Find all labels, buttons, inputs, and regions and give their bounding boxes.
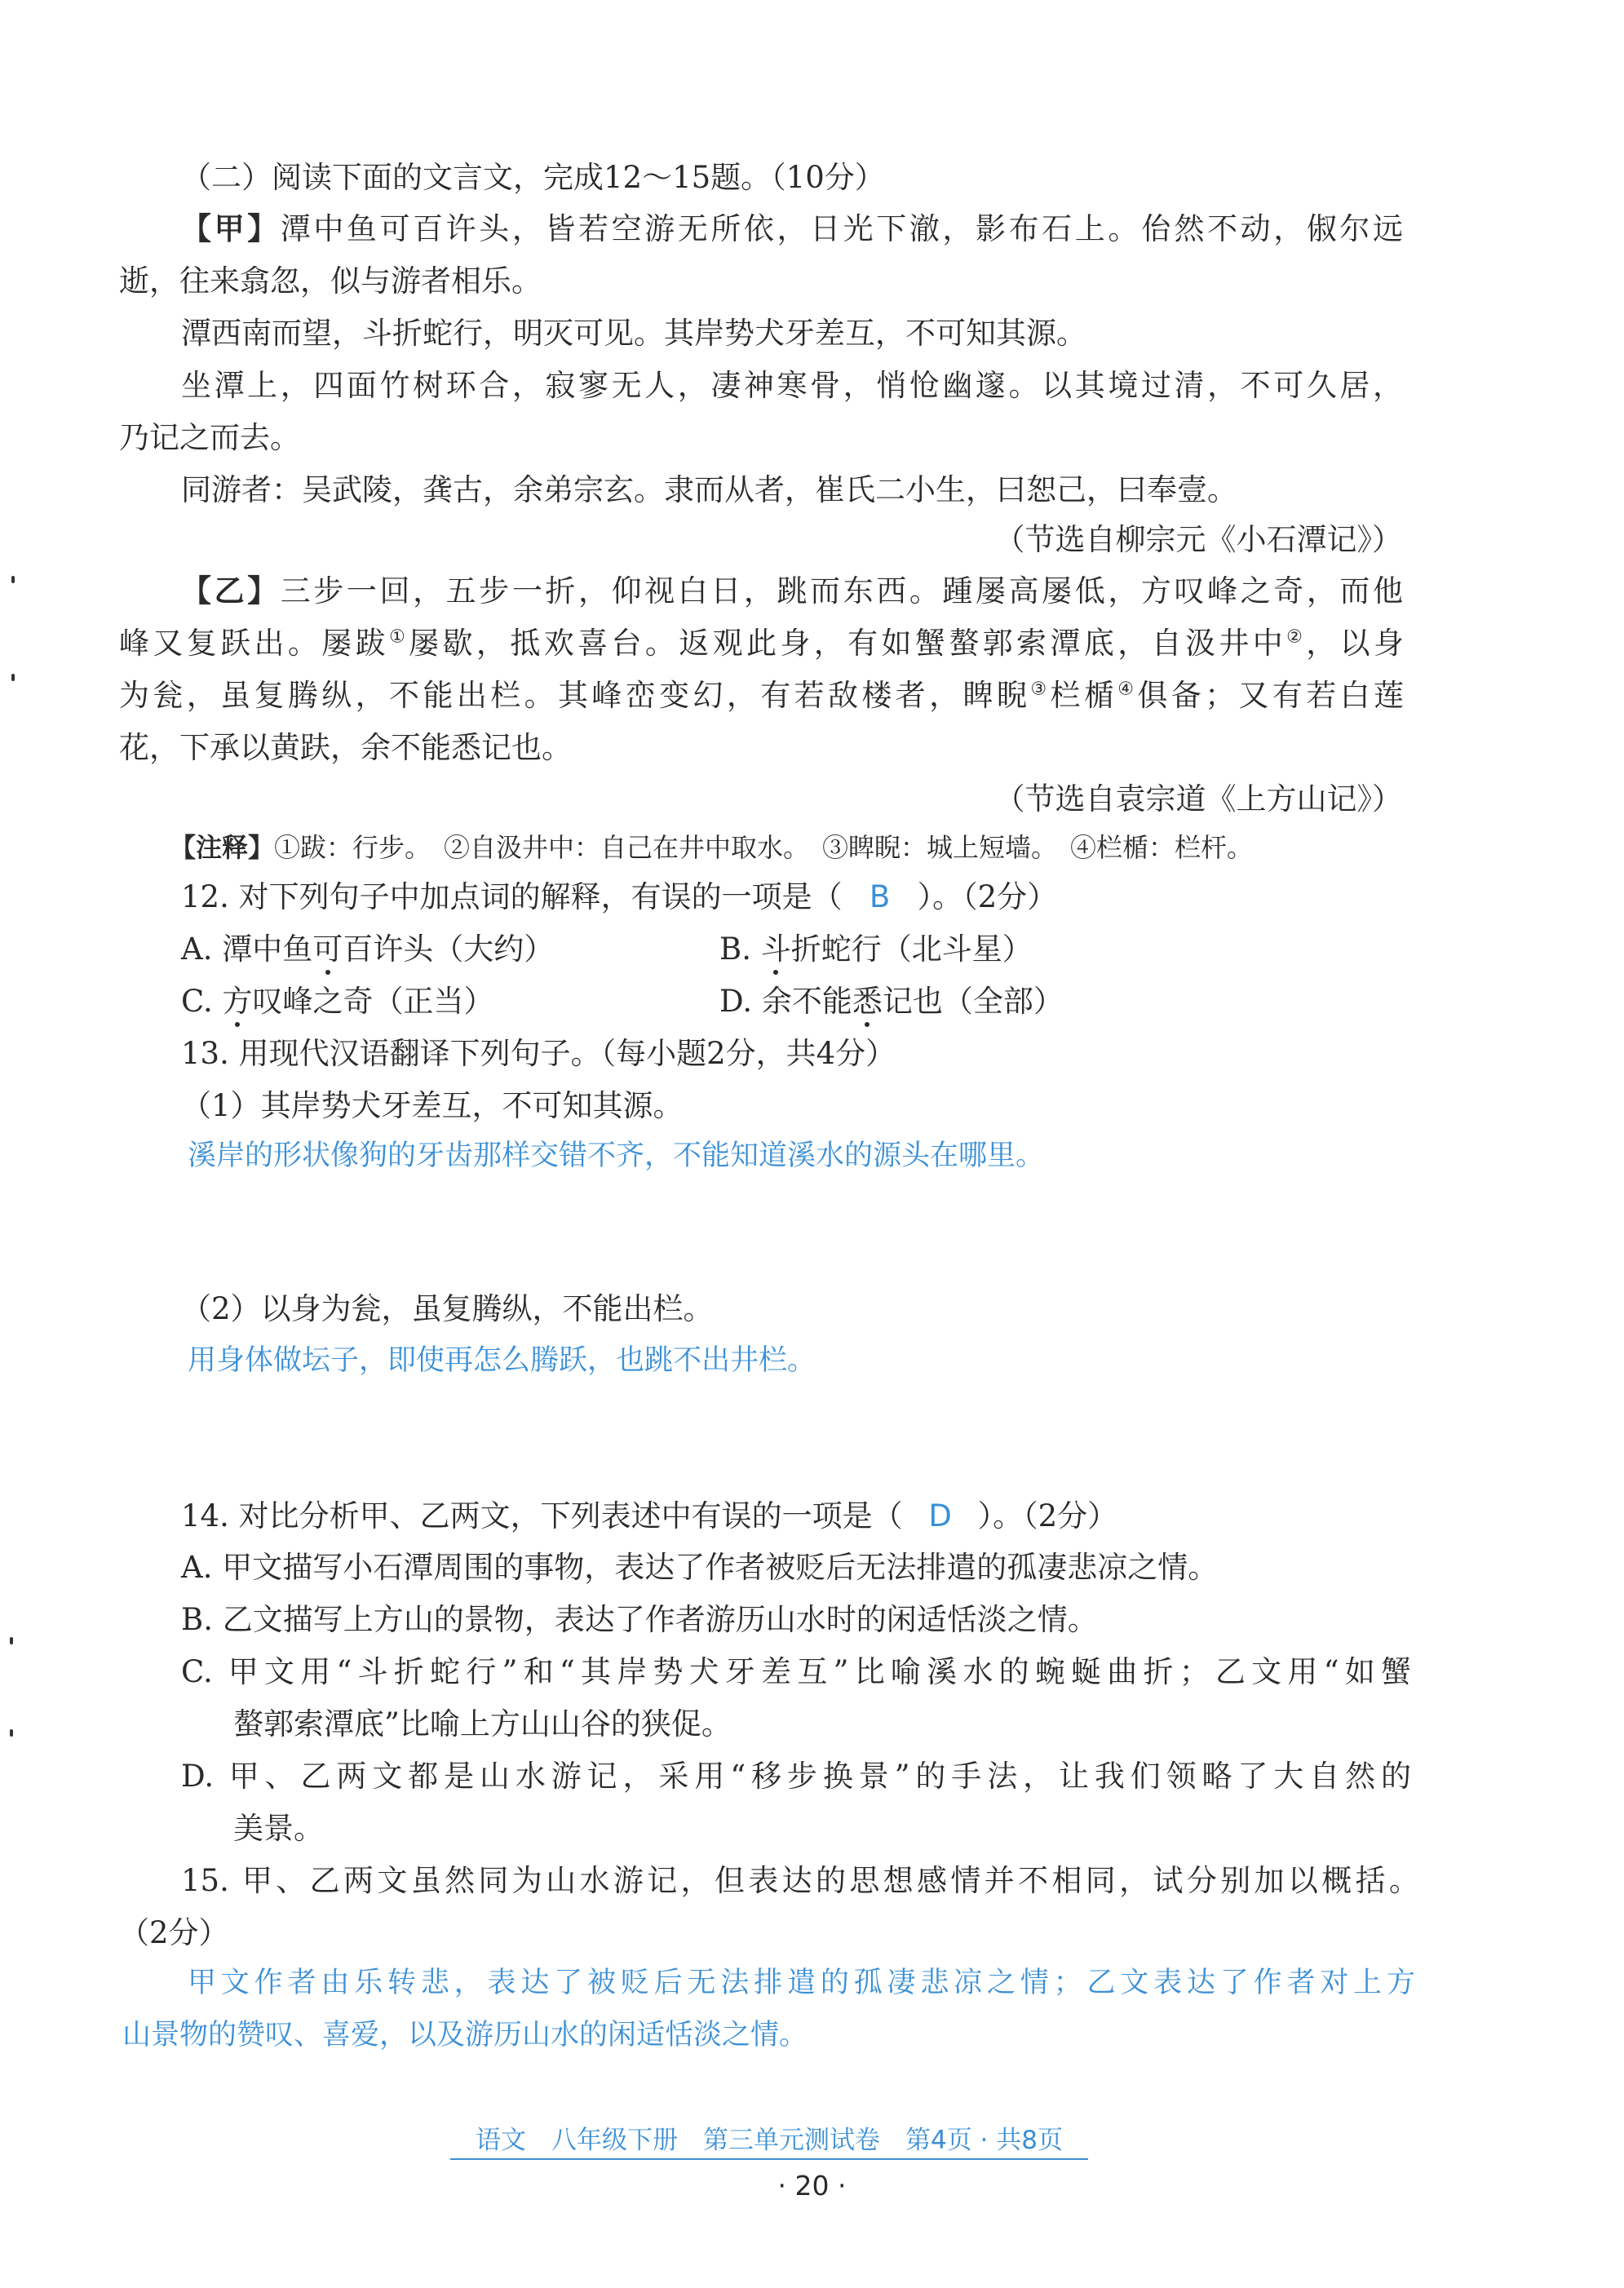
yi-line-4: 花，下承以黄趺，余不能悉记也。 <box>119 730 572 765</box>
annotations-label: 【注释】 <box>170 832 275 863</box>
q13-answer-1: 溪岸的形状像狗的牙齿那样交错不齐，不能知道溪水的源头在哪里。 <box>188 1140 1045 1172</box>
q14-option-c-line-2: 螯郭索潭底”比喻上方山山谷的狭促。 <box>233 1706 732 1741</box>
yi-source: （节选自袁宗道《上方山记》） <box>994 781 1402 817</box>
annotations-text: ①跋：行步。 ②自汲井中：自己在井中取水。 ③睥睨：城上短墙。 ④栏楯：栏杆。 <box>274 832 1254 863</box>
q12-a-pre: A. 潭中鱼 <box>181 932 313 967</box>
jia-paragraph-1-line-1 <box>181 209 1403 250</box>
q12-answer: B <box>869 879 891 914</box>
page-footer: 语文 八年级下册 第三单元测试卷 第4页 · 共8页 <box>450 2122 1088 2160</box>
jia-paragraph-3-line-1: 坐潭上，四面竹树环合，寂寥无人，凄神寒骨，悄怆幽邃。以其境过清，不可久居， <box>181 368 1403 403</box>
q13-stem: 13. 用现代汉语翻译下列句子。（每小题2分，共4分） <box>181 1036 896 1071</box>
jia-paragraph-1-line-2: 逝，往来翕忽，似与游者相乐。 <box>119 263 542 299</box>
yi-label: 【乙】 <box>181 573 281 609</box>
q14-answer: D <box>928 1498 952 1533</box>
scan-speck <box>11 674 15 681</box>
q12-c-pre: C. <box>181 984 223 1019</box>
yi-line3-a: 为瓮，虽复腾纵，不能出栏。其峰峦变幻，有若敌楼者，睥睨 <box>119 678 1031 713</box>
jia-paragraph-2: 潭西南而望，斗折蛇行，明灭可见。其岸势犬牙差互，不可知其源。 <box>181 316 1086 351</box>
q12-option-a <box>181 929 554 970</box>
page-number: · 20 · <box>777 2170 847 2202</box>
q14-option-b: B. 乙文描写上方山的景物，表达了作者游历山水时的闲适恬淡之情。 <box>181 1602 1098 1637</box>
yi-line-3 <box>119 675 1404 716</box>
q15-stem-line-1: 15. 甲、乙两文虽然同为山水游记，但表达的思想感情并不相同，试分别加以概括。 <box>181 1863 1419 1898</box>
q12-a-post: 百许头（大约） <box>343 932 555 967</box>
jia-paragraph-4: 同游者：吴武陵，龚古，余弟宗玄。隶而从者，崔氏二小生，曰恕己，曰奉壹。 <box>181 472 1237 507</box>
note-ref-3: ③ <box>1030 679 1051 700</box>
note-ref-2: ② <box>1286 626 1307 648</box>
q14-option-d-line-1: D. 甲、乙两文都是山水游记，采用“移步换景”的手法，让我们领略了大自然的 <box>181 1759 1411 1794</box>
note-ref-4: ④ <box>1117 679 1138 700</box>
q15-stem-line-2: （2分） <box>119 1915 229 1950</box>
scan-speck <box>10 1637 13 1644</box>
yi-line2-a: 峰又复跃出。屡跋 <box>119 626 390 661</box>
section-intro: （二）阅读下面的文言文，完成12～15题。（10分） <box>181 160 885 195</box>
q12-option-c <box>181 981 494 1022</box>
q12-stem <box>181 877 1057 918</box>
jia-source: （节选自柳宗元《小石潭记》） <box>994 522 1402 557</box>
q12-c-post: 叹峰之奇（正当） <box>252 984 494 1019</box>
q15-answer-line-1: 甲文作者由乐转悲，表达了被贬后无法排遣的孤凄悲凉之情；乙文表达了作者对上方 <box>188 1967 1415 1999</box>
q13-sentence-1: （1）其岸势犬牙差互，不可知其源。 <box>181 1088 684 1123</box>
q12-c-dotted-word: 方 <box>223 981 253 1022</box>
jia-paragraph-3-line-2: 乃记之而去。 <box>119 420 300 455</box>
q12-stem-a: 12. 对下列句子中加点词的解释，有误的一项是（ <box>181 879 843 914</box>
q12-option-d <box>719 981 1064 1022</box>
q12-d-post: 记也（全部） <box>882 984 1064 1019</box>
q13-answer-2: 用身体做坛子，即使再怎么腾跃，也跳不出井栏。 <box>188 1344 816 1377</box>
jia-label: 【甲】 <box>181 211 281 246</box>
annotations <box>170 827 1253 868</box>
scan-speck <box>11 576 15 583</box>
q13-sentence-2: （2）以身为瓮，虽复腾纵，不能出栏。 <box>181 1291 714 1326</box>
q14-option-a: A. 甲文描写小石潭周围的事物，表达了作者被贬后无法排遣的孤凄悲凉之情。 <box>181 1550 1219 1585</box>
jia-p1-line1-text: 潭中鱼可百许头，皆若空游无所依，日光下澈，影布石上。佁然不动，俶尔远 <box>280 211 1403 246</box>
q12-b-post: 折蛇行（北斗星） <box>790 932 1033 967</box>
q12-stem-b: ）。（2分） <box>917 879 1058 914</box>
yi-line2-c: ，以身 <box>1306 626 1404 661</box>
q14-option-d-line-2: 美景。 <box>233 1811 324 1846</box>
yi-line1-text: 三步一回，五步一折，仰视白日，跳而东西。踵屡高屡低，方叹峰之奇，而他 <box>280 573 1403 609</box>
q14-stem-a: 14. 对比分析甲、乙两文，下列表述中有误的一项是（ <box>181 1498 903 1533</box>
q12-d-dotted-word: 悉 <box>852 981 883 1022</box>
yi-line3-c: 俱备；又有若白莲 <box>1137 678 1404 713</box>
q12-b-dotted-word: 斗 <box>761 929 791 970</box>
q12-option-b <box>719 929 1033 970</box>
q12-a-dotted-word: 可 <box>312 929 343 970</box>
q12-b-pre: B. <box>719 932 761 967</box>
yi-line-1 <box>181 571 1403 612</box>
q14-option-c-line-1: C. 甲文用“斗折蛇行”和“其岸势犬牙差互”比喻溪水的蜿蜒曲折；乙文用“如蟹 <box>181 1654 1411 1689</box>
q14-stem-b: ）。（2分） <box>977 1498 1118 1533</box>
q15-answer-line-2: 山景物的赞叹、喜爱，以及游历山水的闲适恬淡之情。 <box>122 2019 808 2051</box>
scan-speck <box>10 1729 13 1737</box>
note-ref-1: ① <box>389 626 409 648</box>
q12-d-pre: D. 余不能 <box>719 984 852 1019</box>
q14-stem <box>181 1496 1117 1537</box>
yi-line3-b: 栏楯 <box>1050 678 1118 713</box>
yi-line2-b: 屡歇，抵欢喜台。返观此身，有如蟹螯郭索潭底，自汲井中 <box>409 626 1287 661</box>
yi-line-2 <box>119 623 1404 664</box>
